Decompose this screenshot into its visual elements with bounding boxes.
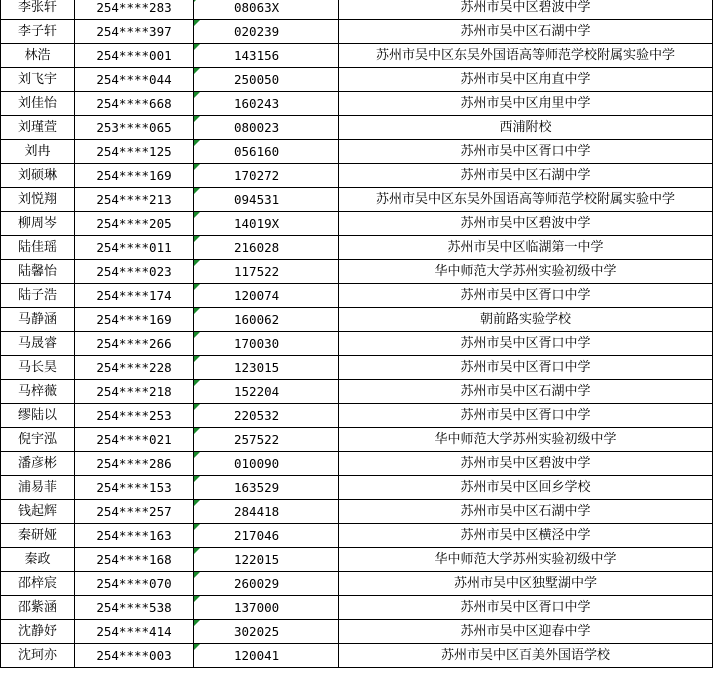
student-id-cell[interactable]: 254****283 [75, 0, 194, 20]
school-cell[interactable]: 苏州市吴中区石湖中学 [339, 380, 713, 404]
name-cell[interactable]: 秦研娅 [1, 524, 75, 548]
school-cell[interactable]: 苏州市吴中区胥口中学 [339, 356, 713, 380]
school-cell[interactable]: 苏州市吴中区石湖中学 [339, 164, 713, 188]
student-id-cell[interactable]: 254****266 [75, 332, 194, 356]
name-cell[interactable]: 刘佳怡 [1, 92, 75, 116]
student-id-cell[interactable]: 254****168 [75, 548, 194, 572]
student-id-cell[interactable]: 254****414 [75, 620, 194, 644]
exam-code-cell[interactable]: 217046 [194, 524, 339, 548]
exam-code-cell[interactable]: 143156 [194, 44, 339, 68]
exam-code-cell[interactable]: 123015 [194, 356, 339, 380]
table-row [1, 284, 713, 308]
school-cell[interactable]: 苏州市吴中区迎春中学 [339, 620, 713, 644]
name-cell[interactable]: 马梓薇 [1, 380, 75, 404]
name-cell[interactable]: 邵紫涵 [1, 596, 75, 620]
name-cell[interactable]: 陆馨怡 [1, 260, 75, 284]
table-row [1, 428, 713, 452]
table-row [1, 188, 713, 212]
table-row [1, 356, 713, 380]
exam-code-cell[interactable]: 170272 [194, 164, 339, 188]
exam-code-cell[interactable]: 163529 [194, 476, 339, 500]
exam-code-cell[interactable]: 284418 [194, 500, 339, 524]
student-id-cell[interactable]: 254****538 [75, 596, 194, 620]
student-id-cell[interactable]: 254****228 [75, 356, 194, 380]
student-id-cell[interactable]: 254****011 [75, 236, 194, 260]
exam-code-cell[interactable]: 220532 [194, 404, 339, 428]
table-row [1, 0, 713, 20]
name-cell[interactable]: 刘冉 [1, 140, 75, 164]
exam-code-cell[interactable]: 170030 [194, 332, 339, 356]
student-id-cell[interactable]: 253****065 [75, 116, 194, 140]
student-id-cell[interactable]: 254****253 [75, 404, 194, 428]
school-cell[interactable]: 苏州市吴中区东吴外国语高等师范学校附属实验中学 [339, 188, 713, 212]
exam-code-cell[interactable]: 137000 [194, 596, 339, 620]
school-cell[interactable]: 苏州市吴中区甪里中学 [339, 92, 713, 116]
exam-code-cell[interactable]: 14019X [194, 212, 339, 236]
student-id-cell[interactable]: 254****023 [75, 260, 194, 284]
exam-code-cell[interactable]: 120074 [194, 284, 339, 308]
name-cell[interactable]: 陆子浩 [1, 284, 75, 308]
school-cell[interactable]: 苏州市吴中区碧波中学 [339, 212, 713, 236]
name-cell[interactable]: 倪宇泓 [1, 428, 75, 452]
student-id-cell[interactable]: 254****205 [75, 212, 194, 236]
student-id-cell[interactable]: 254****169 [75, 308, 194, 332]
table-row [1, 20, 713, 44]
student-id-cell[interactable]: 254****003 [75, 644, 194, 668]
exam-code-cell[interactable]: 250050 [194, 68, 339, 92]
exam-code-cell[interactable]: 117522 [194, 260, 339, 284]
student-id-cell[interactable]: 254****001 [75, 44, 194, 68]
name-cell[interactable]: 马静涵 [1, 308, 75, 332]
name-cell[interactable]: 李子轩 [1, 20, 75, 44]
school-cell[interactable]: 苏州市吴中区临湖第一中学 [339, 236, 713, 260]
table-row [1, 644, 713, 668]
name-cell[interactable]: 刘硕琳 [1, 164, 75, 188]
table-row [1, 500, 713, 524]
name-cell[interactable]: 钱起辉 [1, 500, 75, 524]
table-row [1, 596, 713, 620]
name-cell[interactable]: 马长昊 [1, 356, 75, 380]
table-row [1, 332, 713, 356]
student-id-cell[interactable]: 254****218 [75, 380, 194, 404]
name-cell[interactable]: 陆佳瑶 [1, 236, 75, 260]
school-cell[interactable]: 苏州市吴中区碧波中学 [339, 0, 713, 20]
exam-code-cell[interactable]: 020239 [194, 20, 339, 44]
student-id-cell[interactable]: 254****169 [75, 164, 194, 188]
school-cell[interactable]: 苏州市吴中区回乡学校 [339, 476, 713, 500]
school-cell[interactable]: 朝前路实验学校 [339, 308, 713, 332]
table-row [1, 404, 713, 428]
school-cell[interactable]: 苏州市吴中区胥口中学 [339, 596, 713, 620]
name-cell[interactable]: 潘彦彬 [1, 452, 75, 476]
table-row [1, 116, 713, 140]
student-id-cell[interactable]: 254****397 [75, 20, 194, 44]
name-cell[interactable]: 沈静妤 [1, 620, 75, 644]
school-cell[interactable]: 苏州市吴中区甪直中学 [339, 68, 713, 92]
name-cell[interactable]: 李张轩 [1, 0, 75, 20]
school-cell[interactable]: 苏州市吴中区胥口中学 [339, 140, 713, 164]
exam-code-cell[interactable]: 257522 [194, 428, 339, 452]
table-row [1, 44, 713, 68]
exam-code-cell[interactable]: 260029 [194, 572, 339, 596]
table-row [1, 548, 713, 572]
name-cell[interactable]: 浦易菲 [1, 476, 75, 500]
name-cell[interactable]: 刘飞宇 [1, 68, 75, 92]
table-row [1, 452, 713, 476]
exam-code-cell[interactable]: 160243 [194, 92, 339, 116]
table-row [1, 68, 713, 92]
exam-code-cell[interactable]: 080023 [194, 116, 339, 140]
exam-code-cell[interactable]: 010090 [194, 452, 339, 476]
exam-code-cell[interactable]: 094531 [194, 188, 339, 212]
school-cell[interactable]: 华中师范大学苏州实验初级中学 [339, 548, 713, 572]
table-row [1, 620, 713, 644]
student-id-cell[interactable]: 254****125 [75, 140, 194, 164]
student-id-cell[interactable]: 254****163 [75, 524, 194, 548]
student-id-cell[interactable]: 254****668 [75, 92, 194, 116]
name-cell[interactable]: 刘悦翔 [1, 188, 75, 212]
student-id-cell[interactable]: 254****021 [75, 428, 194, 452]
name-cell[interactable]: 柳周岑 [1, 212, 75, 236]
exam-code-cell[interactable]: 08063X [194, 0, 339, 20]
name-cell[interactable]: 沈珂亦 [1, 644, 75, 668]
school-cell[interactable]: 苏州市吴中区碧波中学 [339, 452, 713, 476]
table-row [1, 260, 713, 284]
school-cell[interactable]: 苏州市吴中区东吴外国语高等师范学校附属实验中学 [339, 44, 713, 68]
student-id-cell[interactable]: 254****213 [75, 188, 194, 212]
table-row [1, 524, 713, 548]
table-body [1, 0, 713, 668]
school-cell[interactable]: 苏州市吴中区胥口中学 [339, 332, 713, 356]
student-id-cell[interactable]: 254****286 [75, 452, 194, 476]
table-row [1, 308, 713, 332]
student-id-cell[interactable]: 254****153 [75, 476, 194, 500]
school-cell[interactable]: 苏州市吴中区横泾中学 [339, 524, 713, 548]
school-cell[interactable]: 西浦附校 [339, 116, 713, 140]
student-id-cell[interactable]: 254****257 [75, 500, 194, 524]
name-cell[interactable]: 刘瑾萱 [1, 116, 75, 140]
school-cell[interactable]: 苏州市吴中区石湖中学 [339, 500, 713, 524]
name-cell[interactable]: 秦政 [1, 548, 75, 572]
name-cell[interactable]: 马晟睿 [1, 332, 75, 356]
table-row [1, 380, 713, 404]
exam-code-cell[interactable]: 056160 [194, 140, 339, 164]
exam-code-cell[interactable]: 152204 [194, 380, 339, 404]
exam-code-cell[interactable]: 302025 [194, 620, 339, 644]
table-row [1, 164, 713, 188]
student-id-cell[interactable]: 254****070 [75, 572, 194, 596]
student-id-cell[interactable]: 254****174 [75, 284, 194, 308]
exam-code-cell[interactable]: 160062 [194, 308, 339, 332]
table-row [1, 236, 713, 260]
table-row [1, 140, 713, 164]
school-cell[interactable]: 华中师范大学苏州实验初级中学 [339, 428, 713, 452]
school-cell[interactable]: 苏州市吴中区独墅湖中学 [339, 572, 713, 596]
school-cell[interactable]: 华中师范大学苏州实验初级中学 [339, 260, 713, 284]
student-id-cell[interactable]: 254****044 [75, 68, 194, 92]
name-cell[interactable]: 缪陆以 [1, 404, 75, 428]
school-cell[interactable]: 苏州市吴中区石湖中学 [339, 20, 713, 44]
table-row [1, 212, 713, 236]
name-cell[interactable]: 林浩 [1, 44, 75, 68]
table-row [1, 572, 713, 596]
exam-code-cell[interactable]: 122015 [194, 548, 339, 572]
school-cell[interactable]: 苏州市吴中区胥口中学 [339, 404, 713, 428]
table-row [1, 476, 713, 500]
school-cell[interactable]: 苏州市吴中区百美外国语学校 [339, 644, 713, 668]
name-cell[interactable]: 邵梓宸 [1, 572, 75, 596]
school-cell[interactable]: 苏州市吴中区胥口中学 [339, 284, 713, 308]
exam-code-cell[interactable]: 120041 [194, 644, 339, 668]
table-row [1, 92, 713, 116]
exam-code-cell[interactable]: 216028 [194, 236, 339, 260]
